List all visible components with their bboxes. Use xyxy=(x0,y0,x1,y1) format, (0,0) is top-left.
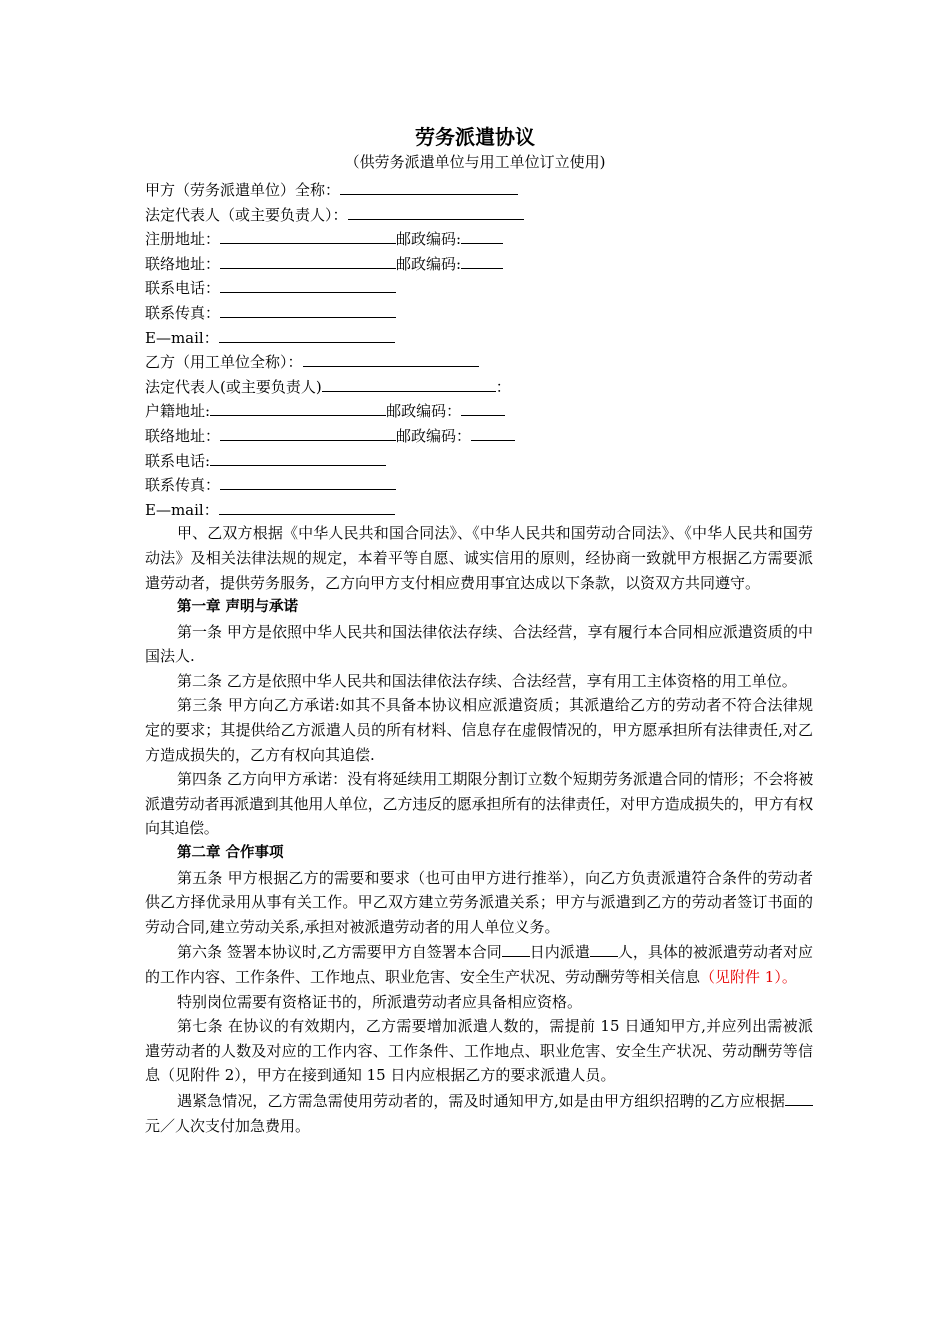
party-b-name-blank[interactable] xyxy=(303,349,479,367)
party-b-contact-address-blank[interactable] xyxy=(220,423,396,441)
urgent-fee-blank[interactable] xyxy=(785,1088,813,1106)
party-a-phone-blank[interactable] xyxy=(220,275,396,293)
party-b-fax-line: 联系传真： xyxy=(145,472,813,497)
chapter-2-heading: 第二章 合作事项 xyxy=(177,845,284,862)
document-title: 劳务派遣协议 xyxy=(415,125,535,149)
preamble-paragraph: 甲、乙双方根据《中华人民共和国合同法》、《中华人民共和国劳动合同法》、《中华人民共和国劳动法》及相关法律法规的规定，本着平等自愿、诚实信用的原则，经协商一致就甲方根据乙方需要派遣劳动者，提供劳务服务，乙方向甲方支付相应费用事宜达成以下条款，以资双方共同遵守。 xyxy=(145,524,813,592)
party-a-name-blank[interactable] xyxy=(340,177,518,195)
document-body xyxy=(145,177,813,1138)
party-a-reg-address-blank[interactable] xyxy=(220,226,396,244)
party-b-phone-line: 联系电话: xyxy=(145,448,813,473)
party-b-household-address-line: 户籍地址: 邮政编码： xyxy=(145,398,813,423)
party-a-reg-address-line: 注册地址： 邮政编码: xyxy=(145,226,813,251)
special-positions-paragraph: 特别岗位需要有资格证书的，所派遣劳动者应具备相应资格。 xyxy=(177,992,583,1011)
party-a-fax-line: 联系传真： xyxy=(145,300,813,325)
party-b-contact-postal-blank[interactable] xyxy=(471,423,515,441)
party-a-contact-postal-blank[interactable] xyxy=(461,251,503,269)
party-a-email-blank[interactable] xyxy=(219,325,395,343)
party-b-household-address-blank[interactable] xyxy=(210,398,386,416)
party-a-email-line: E—mail： xyxy=(145,325,813,350)
party-a-phone-line: 联系电话： xyxy=(145,275,813,300)
party-a-legal-rep-blank[interactable] xyxy=(348,202,524,220)
party-b-fax-blank[interactable] xyxy=(220,472,396,490)
article-7: 第七条 在协议的有效期内，乙方需要增加派遣人数的，需提前 15 日通知甲方,并应列出需被派遣劳动者的人数及对应的工作内容、工作条件、工作地点、职业危害、安全生产状况、劳动酬劳等信息（见附件 2），甲方在接到通知 15 日内应根据乙方的要求派遣人员。 xyxy=(145,1017,813,1085)
document-subtitle: （供劳务派遣单位与用工单位订立使用) xyxy=(344,153,606,171)
party-a-postal-code-blank[interactable] xyxy=(461,226,503,244)
emergency-paragraph: 遇紧急情况，乙方需急需使用劳动者的，需及时通知甲方,如是由甲方组织招聘的乙方应根据元／人次支付加急费用。 xyxy=(145,1088,813,1138)
party-b-name-line: 乙方（用工单位全称）： xyxy=(145,349,813,374)
party-b-legal-rep-line: 法定代表人(或主要负责人) ： xyxy=(145,374,813,399)
party-a-fax-blank[interactable] xyxy=(220,300,396,318)
party-b-legal-rep-blank[interactable] xyxy=(322,374,496,392)
party-a-contact-address-line: 联络地址： 邮政编码: xyxy=(145,251,813,276)
party-a-name-line: 甲方（劳务派遣单位）全称： xyxy=(145,177,813,202)
article-4: 第四条 乙方向甲方承诺：没有将延续用工期限分割订立数个短期劳务派遣合同的情形；不会将被派遣劳动者再派遣到其他用人单位，乙方违反的愿承担所有的法律责任，对甲方造成损失的，甲方有权向其追偿。 xyxy=(145,770,813,838)
party-b-phone-blank[interactable] xyxy=(210,448,386,466)
party-b-postal-code-blank[interactable] xyxy=(461,398,505,416)
annex-1-note: （见附件 1）。 xyxy=(700,968,797,986)
article-6: 第六条 签署本协议时,乙方需要甲方自签署本合同 日内派遣 人，具体的被派遣劳动者对应的工作内容、工作条件、工作地点、职业危害、安全生产状况、劳动酬劳等相关信息（见附件 1）。 xyxy=(145,939,813,989)
article-5: 第五条 甲方根据乙方的需要和要求（也可由甲方进行推举），向乙方负责派遣符合条件的劳动者供乙方择优录用从事有关工作。甲乙双方建立劳务派遣关系；甲方与派遣到乙方的劳动者签订书面的劳动合同,建立劳动关系,承担对被派遣劳动者的用人单位义务。 xyxy=(145,868,813,936)
article-3: 第三条 甲方向乙方承诺:如其不具备本协议相应派遣资质；其派遣给乙方的劳动者不符合法律规定的要求；其提供给乙方派遣人员的所有材料、信息存在虚假情况的，甲方愿承担所有法律责任,对乙方造成损失的，乙方有权向其追偿. xyxy=(145,696,813,764)
party-a-legal-rep-line: 法定代表人（或主要负责人）： xyxy=(145,202,813,227)
headcount-blank[interactable] xyxy=(590,939,618,957)
party-b-email-line: E—mail： xyxy=(145,497,813,522)
chapter-1-heading: 第一章 声明与承诺 xyxy=(177,599,299,616)
article-2: 第二条 乙方是依照中华人民共和国法律依法存续、合法经营，享有用工主体资格的用工单位。 xyxy=(177,671,797,690)
days-blank[interactable] xyxy=(502,939,530,957)
party-b-contact-address-line: 联络地址： 邮政编码： xyxy=(145,423,813,448)
party-a-contact-address-blank[interactable] xyxy=(220,251,396,269)
party-b-email-blank[interactable] xyxy=(219,497,395,515)
article-1: 第一条 甲方是依照中华人民共和国法律依法存续、合法经营，享有履行本合同相应派遣资质的中国法人. xyxy=(145,622,813,666)
